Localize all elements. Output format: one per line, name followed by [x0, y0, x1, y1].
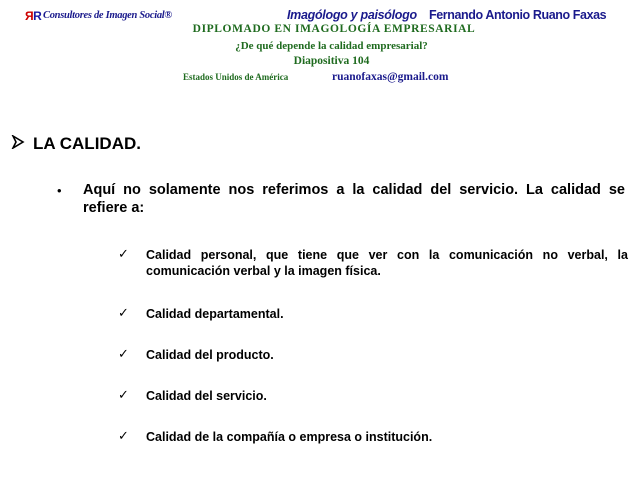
- author-role: Imagólogo y paisólogo: [287, 8, 417, 22]
- contact-email: ruanofaxas@gmail.com: [332, 71, 449, 83]
- list-item: Calidad personal, que tiene que ver con la comunicación no verbal, la comunicación verbal y la imagen física.: [146, 248, 628, 278]
- check-icon: ✓: [118, 346, 129, 361]
- bullet-dot: •: [57, 183, 62, 198]
- author-name: Fernando Antonio Ruano Faxas: [429, 8, 607, 22]
- intro-text: Aquí no solamente nos referimos a la calidad del servicio. La calidad se refiere a:: [83, 182, 625, 216]
- firm-name: Consultores de Imagen Social®: [43, 10, 172, 21]
- country: Estados Unidos de América: [183, 72, 289, 82]
- logo-letter-1: Я: [25, 9, 34, 23]
- check-icon: ✓: [118, 428, 129, 443]
- list-item: Calidad del producto.: [146, 348, 274, 362]
- slide-number: Diapositiva 104: [293, 55, 370, 67]
- section-title: LA CALIDAD.: [33, 134, 141, 153]
- list-item: Calidad departamental.: [146, 307, 284, 321]
- section-heading: [11, 134, 141, 154]
- logo-letter-2: R: [33, 9, 42, 23]
- list-item: Calidad de la compañía o empresa o institución.: [146, 430, 433, 444]
- slide-question: ¿De qué depende la calidad empresarial?: [235, 40, 428, 52]
- course-title: DIPLOMADO EN IMAGOLOGÍA EMPRESARIAL: [192, 23, 476, 35]
- rr-logo: [25, 9, 41, 23]
- check-icon: ✓: [118, 305, 129, 320]
- list-item: Calidad del servicio.: [146, 389, 267, 403]
- check-icon: ✓: [118, 387, 129, 402]
- check-icon: ✓: [118, 246, 129, 261]
- arrow-bullet-icon: [11, 134, 25, 154]
